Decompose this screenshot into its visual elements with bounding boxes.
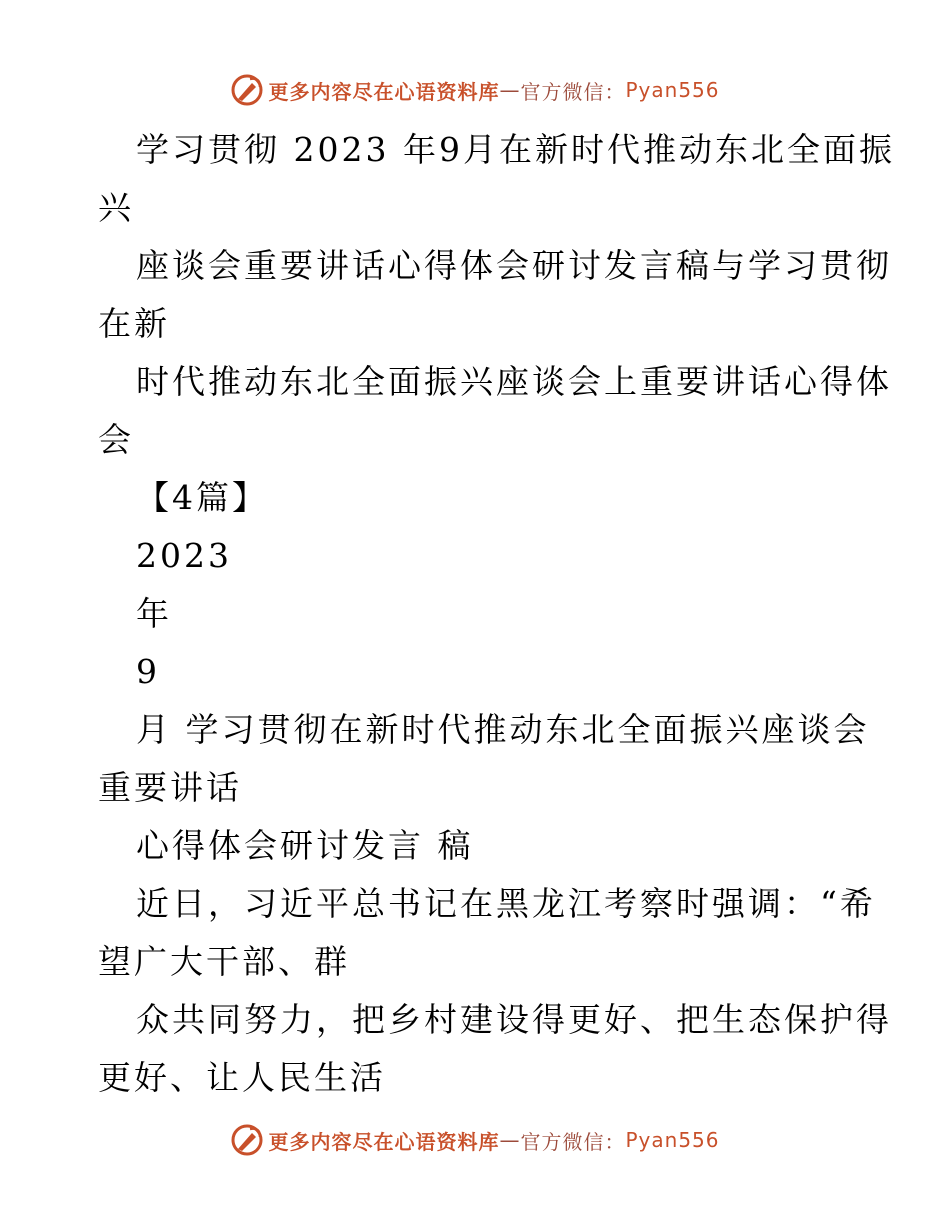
banner-official-label: 官方微信： [520, 1129, 626, 1154]
banner-main-text: 更多内容尽在心语资料库 [268, 1129, 500, 1154]
paragraph-line: 【4篇】 [136, 478, 268, 517]
banner-dash: — [499, 78, 521, 102]
pen-seal-icon [230, 73, 264, 107]
banner-wechat-id: Pyan556 [625, 78, 720, 102]
paragraph-line: 众共同努力，把乡村建设得更好、把生态保护得 [136, 1000, 892, 1039]
paragraph-line: 年 [136, 594, 172, 633]
paragraph-line: 在新 [98, 304, 170, 343]
banner-official-label: 官方微信： [520, 79, 626, 104]
banner-dash: — [499, 1128, 521, 1152]
header-watermark-banner [0, 70, 950, 110]
banner-main-text: 更多内容尽在心语资料库 [268, 79, 500, 104]
paragraph-line: 重要讲话 [98, 768, 242, 807]
paragraph-line: 月 学习贯彻在新时代推动东北全面振兴座谈会 [136, 710, 870, 749]
paragraph-line: 会 [98, 420, 134, 459]
paragraph-line: 时代推动东北全面振兴座谈会上重要讲话心得体 [136, 362, 892, 401]
pen-seal-icon [230, 1123, 264, 1157]
paragraph-line: 近日，习近平总书记在黑龙江考察时强调：“希 [136, 884, 876, 923]
paragraph-line: 望广大干部、群 [98, 942, 350, 981]
footer-watermark-banner [0, 1120, 950, 1160]
paragraph-line: 学习贯彻 2023 年9月在新时代推动东北全面振 [136, 130, 895, 169]
paragraph-line: 9 [136, 652, 160, 691]
paragraph-line: 更好、让人民生活 [98, 1058, 386, 1097]
paragraph-line: 座谈会重要讲话心得体会研讨发言稿与学习贯彻 [136, 246, 892, 285]
paragraph-line: 2023 [136, 536, 232, 575]
paragraph-line: 心得体会研讨发言 稿 [136, 826, 474, 865]
banner-wechat-id: Pyan556 [625, 1128, 720, 1152]
paragraph-line: 兴 [98, 188, 134, 227]
